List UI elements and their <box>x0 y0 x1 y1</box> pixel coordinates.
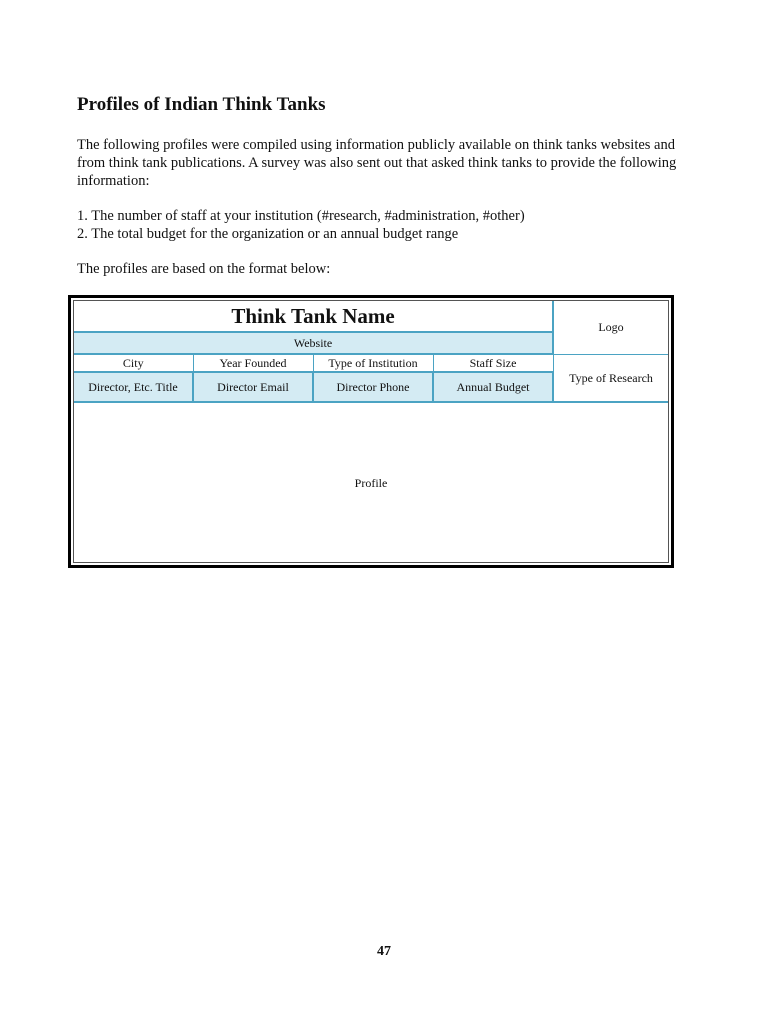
type-of-institution-cell: Type of Institution <box>313 354 433 372</box>
city-cell: City <box>74 354 193 372</box>
director-title-cell: Director, Etc. Title <box>74 372 193 402</box>
page-heading: Profiles of Indian Think Tanks <box>77 94 326 115</box>
website-cell: Website <box>74 332 553 354</box>
type-of-research-cell: Type of Research <box>553 354 668 402</box>
format-note: The profiles are based on the format below: <box>77 261 331 277</box>
year-founded-cell: Year Founded <box>193 354 313 372</box>
annual-budget-cell: Annual Budget <box>433 372 553 402</box>
logo-cell: Logo <box>553 301 668 354</box>
profile-template-table <box>74 301 668 403</box>
profile-label: Profile <box>354 475 388 490</box>
profile-template-frame <box>68 295 674 568</box>
intro-paragraph: The following profiles were compiled using information publicly available on think tanks websites and from think tank publications. A survey was also sent out that asked think tanks to provide the following information: <box>77 137 677 189</box>
think-tank-name-cell: Think Tank Name <box>74 301 553 332</box>
director-phone-cell: Director Phone <box>313 372 433 402</box>
profile-template <box>73 300 669 563</box>
page-number: 47 <box>377 944 391 959</box>
director-email-cell: Director Email <box>193 372 313 402</box>
list-item: 1. The number of staff at your institution (#research, #administration, #other) <box>77 208 525 224</box>
profile-area <box>74 404 668 562</box>
staff-size-cell: Staff Size <box>433 354 553 372</box>
list-item: 2. The total budget for the organization or an annual budget range <box>77 226 459 242</box>
